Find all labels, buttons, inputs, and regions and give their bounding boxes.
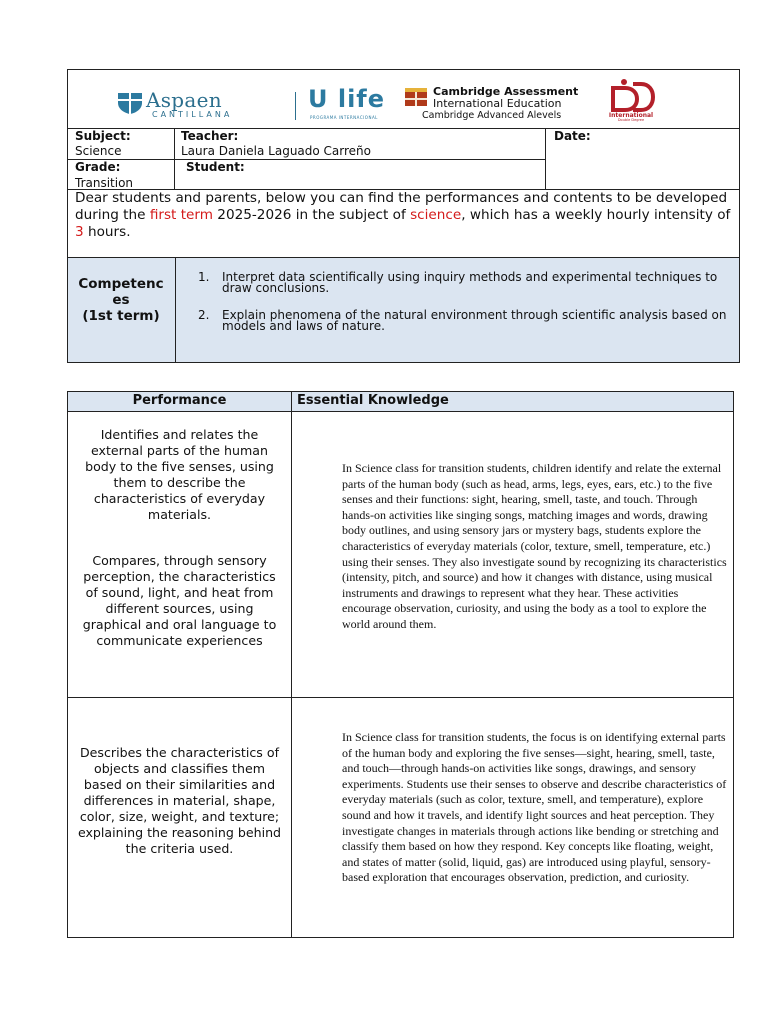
term-highlight: first term [149, 207, 213, 223]
teacher-value: Laura Daniela Laguado Carreño [181, 144, 372, 158]
table-cell-knowledge: In Science class for transition students, the focus is on identifying external parts of the human body and exploring the five senses—sight, hearing, smell, taste, and touch—through hands-on activities like songs, drawings, and sensory experiments. Students use their senses to observe and describe characteristics of everyday materials (such as color, texture, smell, and temperature), explore sound and how it travels, and identify light sources and heat perception. They investigate changes in materials through actions like bending or stretching and classify them based on how they respond. Key concepts like floating, weight, and states of matter (solid, liquid, gas) are introduced using playful, sensory-based exploration that encourages observation, prediction, and curiosity. [342, 730, 727, 885]
aspaen-subtitle: CANTILLANA [152, 110, 233, 119]
table-cell-performance: Describes the characteristics of objects and classifies them based on their similarities and differences in material, shape, color, size, weight, and texture; explaining the reasoning behind the criteria used. [77, 745, 282, 856]
competences-list [175, 258, 739, 363]
competences-row [68, 257, 739, 362]
table-cell-knowledge: In Science class for transition students, children identify and relate the external parts of the human body (such as head, arms, legs, eyes, ears, etc.) to the five senses and their functions: sight, hearing, smell, taste, and touch. Through hands-on activities like singing songs, matching images and words, drawing body outlines, and using sensory jars or mystery bags, students explore the characteristics of everyday materials (color, texture, smell, temperature, etc.) using their senses. They also investigate sound by recognizing its characteristics (intensity, pitch, and source) and how it changes with distance, using musical instruments and drawings to represent what they hear. These activities encourage observation, curiosity, and using the body as a tool to explore the world around them. [342, 461, 727, 631]
competences-title-line: (1st term) [82, 308, 160, 324]
intro-text: hours. [83, 224, 131, 240]
intro-text: Dear students and parents, below you can find the performances and contents to be developed during the [75, 190, 728, 223]
competences-title-line: es [112, 292, 130, 308]
logo-divider [295, 92, 296, 120]
table-cell-performance: Identifies and relates the external parts of the human body to the five senses, using them to describe the characteristics of everyday materials. [85, 427, 274, 522]
teacher-label: Teacher: [181, 129, 239, 143]
competence-number: 2. [198, 308, 210, 322]
student-label: Student: [186, 160, 245, 174]
ulife-wordmark: U life [308, 85, 386, 113]
logo-row [68, 70, 739, 129]
subject-value: Science [75, 144, 122, 158]
aspaen-shield-icon [116, 91, 144, 115]
cambridge-line-1: Cambridge Assessment [433, 85, 579, 98]
table-cell-performance: Compares, through sensory perception, the characteristics of sound, light, and heat from different sources, using graphical and oral language to communicate experiences [82, 553, 277, 648]
subject-label: Subject: [75, 129, 131, 143]
intro-text: 2025-2026 in the subject of [212, 207, 411, 223]
performance-table [67, 391, 734, 938]
cambridge-crest-icon [404, 87, 428, 107]
competence-text: Interpret data scientifically using inquiry methods and experimental techniques to draw conclusions. [222, 270, 718, 295]
column-divider [291, 392, 292, 937]
international-double-degree-logo [605, 78, 657, 124]
grade-label: Grade: [75, 160, 121, 174]
idd-mark-icon [605, 78, 657, 112]
table-header-row [68, 392, 733, 412]
intro-paragraph [75, 190, 735, 241]
idd-caption-1: International [608, 112, 654, 119]
cambridge-line-3: Cambridge Advanced Alevels [422, 110, 562, 121]
grade-value: Transition [75, 176, 134, 190]
aspaen-wordmark: Aspaen [146, 88, 222, 112]
competences-title-line: Competenc [78, 276, 164, 292]
ulife-subtitle: PROGRAMA INTERNACIONAL [310, 115, 378, 120]
subject-highlight: science [410, 207, 462, 223]
competence-number: 1. [198, 270, 210, 284]
grid-line [545, 129, 546, 189]
intro-text: , which has a weekly hourly intensity of [461, 207, 731, 223]
aspaen-logo [116, 88, 286, 122]
column-header-knowledge: Essential Knowledge [297, 393, 449, 408]
cambridge-line-2: International Education [433, 97, 562, 110]
row-divider [68, 697, 733, 698]
idd-caption-2: Double Degree [617, 118, 645, 122]
ulife-logo [308, 85, 398, 125]
competences-title [70, 276, 172, 324]
date-label: Date: [554, 129, 591, 143]
competence-text: Explain phenomena of the natural environment through scientific analysis based on models and laws of nature. [222, 308, 727, 333]
grid-line [68, 159, 545, 160]
cambridge-logo [404, 84, 594, 124]
header-table [67, 69, 740, 363]
hours-highlight: 3 [75, 224, 84, 240]
column-header-performance: Performance [132, 393, 227, 408]
